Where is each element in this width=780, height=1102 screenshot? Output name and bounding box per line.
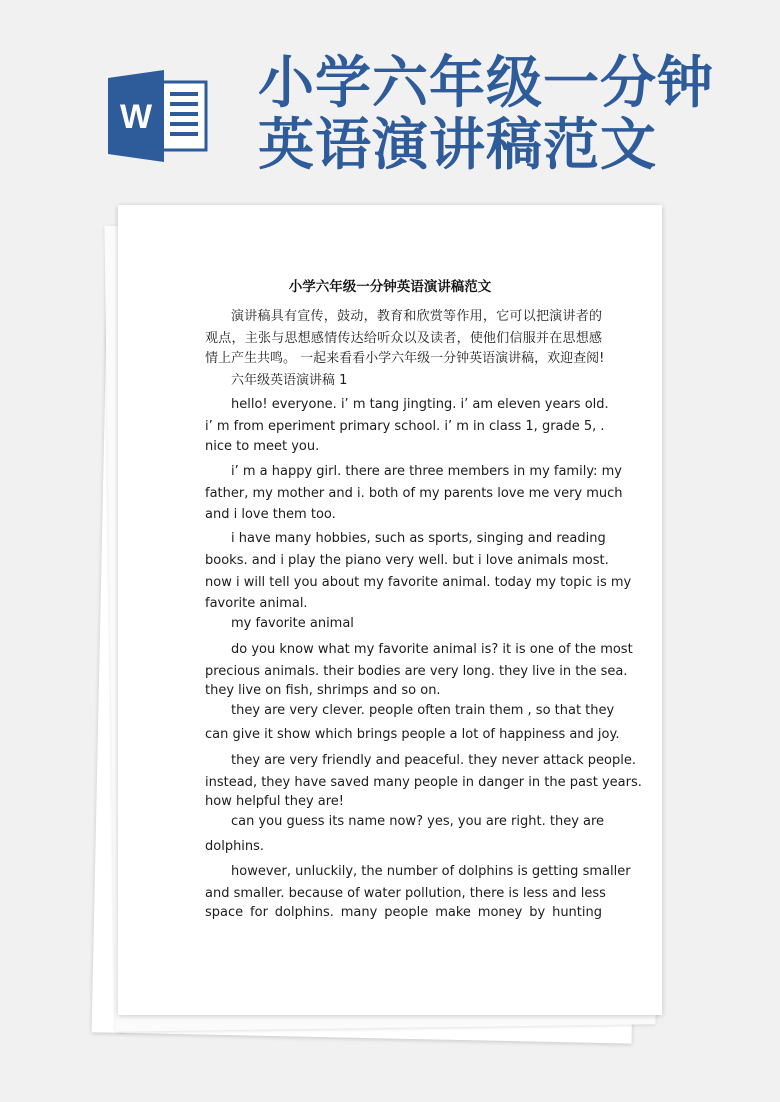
document-page [118, 205, 662, 1015]
document-text-line: do you know what my favorite animal is? it is one of the most [231, 642, 633, 657]
document-text-line: instead, they have saved many people in danger in the past years. [205, 775, 642, 790]
document-title: 小学六年级一分钟英语演讲稿范文 [288, 279, 492, 295]
document-text-line: precious animals. their bodies are very long. they live in the sea. [205, 664, 628, 679]
document-text-line: 演讲稿具有宣传，鼓动，教育和欣赏等作用，它可以把演讲者的 [231, 309, 602, 324]
document-text-line: 观点，主张与思想感情传达给听众以及读者，使他们信服并在思想感 [205, 331, 602, 346]
document-text-line: nice to meet you. [205, 439, 320, 454]
document-text-line: my favorite animal [231, 616, 354, 631]
document-text-line: they are very friendly and peaceful. they never attack people. [231, 753, 636, 768]
document-text-line: father, my mother and i. both of my parents love me very much [205, 486, 623, 501]
document-text-line: hello! everyone. i’ m tang jingting. i’ am eleven years old. [231, 397, 609, 412]
document-text-line: favorite animal. [205, 596, 308, 611]
document-text-line: they are very clever. people often train them , so that they [231, 703, 615, 718]
title-line-2: 英语演讲稿范文 [258, 112, 657, 178]
document-text-line: can give it show which brings people a lot of happiness and joy. [205, 727, 620, 742]
document-text-line: now i will tell you about my favorite animal. today my topic is my [205, 575, 632, 590]
document-text-line: books. and i play the piano very well. but i love animals most. [205, 553, 609, 568]
svg-text:W: W [119, 98, 153, 136]
document-text-line: i’ m from eperiment primary school. i’ m in class 1, grade 5, . [205, 419, 605, 434]
document-text-line: can you guess its name now? yes, you are right. they are [231, 814, 605, 829]
document-text-line: 六年级英语演讲稿 1 [231, 373, 348, 388]
document-text-line: 情上产生共鸣。 一起来看看小学六年级一分钟英语演讲稿，欢迎查阅! [205, 351, 605, 366]
document-text-line: dolphins. [205, 839, 265, 854]
document-text-line: space for dolphins. many people make money by hunting [205, 905, 602, 920]
document-text-line: i have many hobbies, such as sports, singing and reading [231, 531, 606, 546]
document-text-line: how helpful they are! [205, 794, 345, 809]
title-line-1: 小学六年级一分钟 [258, 50, 714, 116]
word-icon [108, 70, 208, 162]
document-text-line: they live on fish, shrimps and so on. [205, 683, 441, 698]
page-title [258, 52, 714, 176]
document-text-line: i’ m a happy girl. there are three members in my family: my [231, 464, 622, 479]
document-text-line: however, unluckily, the number of dolphins is getting smaller [231, 864, 631, 879]
document-text-line: and smaller. because of water pollution, there is less and less [205, 886, 606, 901]
document-text-line: and i love them too. [205, 507, 336, 522]
